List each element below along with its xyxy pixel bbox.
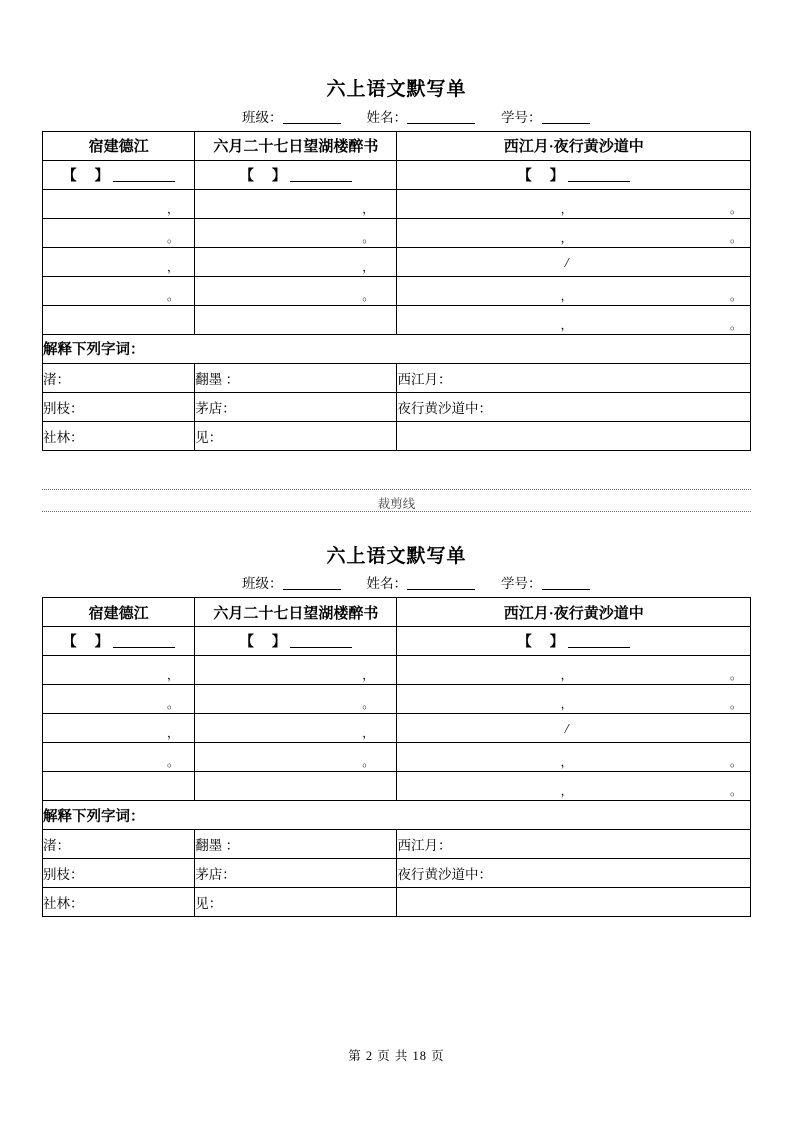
slash-mark: / bbox=[564, 722, 569, 738]
poem-title-1: 宿建德江 bbox=[43, 131, 195, 160]
vocab-cell[interactable]: 西江月： bbox=[397, 830, 751, 859]
table-row bbox=[43, 685, 751, 714]
answer-cell[interactable] bbox=[397, 276, 751, 305]
answer-cell[interactable] bbox=[397, 305, 751, 334]
punctuation-mark-end: 。 bbox=[729, 668, 742, 683]
vocab-cell-empty[interactable] bbox=[397, 888, 751, 917]
class-label-2: 班级： bbox=[242, 576, 283, 592]
worksheet-copy-2 bbox=[42, 545, 751, 918]
author-blank-2[interactable] bbox=[290, 181, 352, 182]
number-field-2 bbox=[501, 576, 590, 593]
answer-cell[interactable] bbox=[43, 189, 195, 218]
bracket-row-2 bbox=[43, 627, 751, 656]
author-blank-1[interactable] bbox=[113, 647, 175, 648]
explain-row bbox=[43, 859, 751, 888]
vocab-cell[interactable]: 别枝： bbox=[43, 859, 195, 888]
vocab-cell[interactable]: 见： bbox=[195, 888, 397, 917]
answer-cell[interactable] bbox=[397, 714, 751, 743]
punctuation-mark-end: 。 bbox=[729, 697, 742, 712]
explain-heading-2: 解释下列字词： bbox=[43, 801, 751, 830]
answer-cell[interactable] bbox=[43, 276, 195, 305]
explain-heading-row-1 bbox=[43, 334, 751, 363]
vocab-cell[interactable]: 社林： bbox=[43, 421, 195, 450]
poem-title-2: 六月二十七日望湖楼醉书 bbox=[195, 131, 397, 160]
punctuation-mark: ， bbox=[560, 317, 573, 332]
punctuation-mark-end: 。 bbox=[729, 317, 742, 332]
answer-cell[interactable] bbox=[397, 247, 751, 276]
class-input-1[interactable] bbox=[283, 123, 341, 124]
cut-line bbox=[42, 481, 751, 519]
table-header-row-1 bbox=[43, 131, 751, 160]
answer-cell[interactable] bbox=[397, 685, 751, 714]
explain-row bbox=[43, 830, 751, 859]
vocab-cell-empty[interactable] bbox=[397, 421, 751, 450]
cut-spacer-top bbox=[42, 451, 751, 481]
punctuation-mark: ， bbox=[362, 259, 375, 274]
answer-cell[interactable] bbox=[195, 685, 397, 714]
poem-title-1: 宿建德江 bbox=[43, 598, 195, 627]
bracket-row-1 bbox=[43, 160, 751, 189]
vocab-cell[interactable]: 渚： bbox=[43, 830, 195, 859]
explain-heading-row-2 bbox=[43, 801, 751, 830]
bracket-marks-3: 【 】 bbox=[517, 635, 566, 651]
table-row bbox=[43, 247, 751, 276]
poem-title-3: 西江月·夜行黄沙道中 bbox=[397, 131, 751, 160]
punctuation-mark: ， bbox=[362, 726, 375, 741]
number-label-1: 学号： bbox=[501, 109, 542, 125]
author-blank-1[interactable] bbox=[113, 181, 175, 182]
top-spacer bbox=[42, 0, 751, 78]
explain-heading-1: 解释下列字词： bbox=[43, 334, 751, 363]
vocab-cell[interactable]: 茅店： bbox=[195, 859, 397, 888]
answer-cell[interactable] bbox=[195, 218, 397, 247]
punctuation-mark: 。 bbox=[362, 288, 375, 303]
vocab-cell[interactable]: 见： bbox=[195, 421, 397, 450]
vocab-cell[interactable]: 西江月： bbox=[397, 363, 751, 392]
student-info-row-1 bbox=[42, 110, 751, 127]
author-blank-3[interactable] bbox=[568, 181, 630, 182]
table-header-row-2 bbox=[43, 598, 751, 627]
name-label-2: 姓名： bbox=[366, 576, 407, 592]
cut-line-label: 裁剪线 bbox=[377, 496, 416, 511]
name-label-1: 姓名： bbox=[366, 109, 407, 125]
vocab-cell[interactable]: 翻墨 ： bbox=[195, 830, 397, 859]
number-input-2[interactable] bbox=[542, 589, 590, 590]
explain-row bbox=[43, 421, 751, 450]
class-input-2[interactable] bbox=[283, 589, 341, 590]
punctuation-mark-end: 。 bbox=[729, 755, 742, 770]
answer-cell[interactable] bbox=[43, 743, 195, 772]
answer-cell[interactable] bbox=[397, 218, 751, 247]
answer-cell[interactable] bbox=[43, 656, 195, 685]
answer-cell[interactable] bbox=[195, 189, 397, 218]
answer-cell[interactable] bbox=[195, 656, 397, 685]
name-input-1[interactable] bbox=[407, 123, 475, 124]
vocab-cell[interactable]: 夜行黄沙道中： bbox=[397, 859, 751, 888]
cut-line-dots-top bbox=[42, 489, 751, 490]
answer-cell[interactable] bbox=[195, 743, 397, 772]
punctuation-mark: ， bbox=[560, 784, 573, 799]
dictation-table-1 bbox=[42, 131, 751, 451]
punctuation-mark-end: 。 bbox=[729, 288, 742, 303]
table-row bbox=[43, 276, 751, 305]
vocab-cell[interactable]: 茅店： bbox=[195, 392, 397, 421]
explain-row bbox=[43, 888, 751, 917]
answer-cell[interactable] bbox=[195, 247, 397, 276]
punctuation-mark: ， bbox=[362, 201, 375, 216]
author-cell-2[interactable] bbox=[195, 627, 397, 656]
table-row bbox=[43, 656, 751, 685]
bracket-marks-1: 【 】 bbox=[62, 635, 111, 651]
answer-cell[interactable] bbox=[43, 714, 195, 743]
punctuation-mark: 。 bbox=[362, 755, 375, 770]
slash-mark: / bbox=[564, 255, 569, 271]
punctuation-mark: ， bbox=[362, 668, 375, 683]
answer-cell[interactable] bbox=[397, 656, 751, 685]
author-cell-1[interactable] bbox=[43, 160, 195, 189]
table-row bbox=[43, 218, 751, 247]
vocab-cell[interactable]: 渚： bbox=[43, 363, 195, 392]
punctuation-mark: ， bbox=[167, 259, 180, 274]
page-title-2: 六上语文默写单 bbox=[326, 545, 467, 567]
author-cell-1[interactable] bbox=[43, 627, 195, 656]
bracket-marks-3: 【 】 bbox=[517, 168, 566, 184]
vocab-cell[interactable]: 翻墨 ： bbox=[195, 363, 397, 392]
table-row bbox=[43, 714, 751, 743]
cut-spacer-bottom bbox=[42, 519, 751, 545]
class-field-1 bbox=[242, 110, 341, 127]
author-cell-3[interactable] bbox=[397, 160, 751, 189]
poem-title-2: 六月二十七日望湖楼醉书 bbox=[195, 598, 397, 627]
class-field-2 bbox=[242, 576, 341, 593]
author-cell-3[interactable] bbox=[397, 627, 751, 656]
vocab-cell[interactable]: 别枝： bbox=[43, 392, 195, 421]
answer-cell[interactable] bbox=[43, 305, 195, 334]
punctuation-mark: ， bbox=[560, 755, 573, 770]
author-blank-2[interactable] bbox=[290, 647, 352, 648]
author-blank-3[interactable] bbox=[568, 647, 630, 648]
punctuation-mark: ， bbox=[560, 697, 573, 712]
explain-row bbox=[43, 363, 751, 392]
vocab-cell[interactable]: 夜行黄沙道中： bbox=[397, 392, 751, 421]
answer-cell[interactable] bbox=[43, 685, 195, 714]
number-input-1[interactable] bbox=[542, 123, 590, 124]
punctuation-mark: ， bbox=[560, 288, 573, 303]
punctuation-mark: 。 bbox=[167, 230, 180, 245]
punctuation-mark: ， bbox=[167, 668, 180, 683]
punctuation-mark: ， bbox=[560, 230, 573, 245]
bracket-marks-1: 【 】 bbox=[62, 168, 111, 184]
number-label-2: 学号： bbox=[501, 576, 542, 592]
table-row bbox=[43, 305, 751, 334]
answer-cell[interactable] bbox=[397, 743, 751, 772]
punctuation-mark: ， bbox=[560, 668, 573, 683]
answer-cell[interactable] bbox=[195, 305, 397, 334]
worksheet-copy-1 bbox=[42, 78, 751, 451]
student-info-row-2 bbox=[42, 576, 751, 593]
name-input-2[interactable] bbox=[407, 589, 475, 590]
table-row bbox=[43, 189, 751, 218]
page-title-1: 六上语文默写单 bbox=[326, 79, 467, 100]
answer-cell[interactable] bbox=[397, 772, 751, 801]
answer-cell[interactable] bbox=[195, 276, 397, 305]
punctuation-mark: 。 bbox=[167, 755, 180, 770]
punctuation-mark: ， bbox=[167, 201, 180, 216]
name-field-1 bbox=[367, 110, 476, 127]
punctuation-mark: ， bbox=[560, 201, 573, 216]
class-label-1: 班级： bbox=[242, 109, 283, 125]
table-row bbox=[43, 772, 751, 801]
number-field-1 bbox=[501, 110, 590, 127]
answer-cell[interactable] bbox=[195, 772, 397, 801]
author-cell-2[interactable] bbox=[195, 160, 397, 189]
punctuation-mark: ， bbox=[167, 726, 180, 741]
punctuation-mark: 。 bbox=[167, 288, 180, 303]
punctuation-mark: 。 bbox=[167, 697, 180, 712]
vocab-cell[interactable]: 社林： bbox=[43, 888, 195, 917]
punctuation-mark: 。 bbox=[362, 230, 375, 245]
bracket-marks-2: 【 】 bbox=[239, 168, 288, 184]
dictation-table-2 bbox=[42, 597, 751, 917]
punctuation-mark-end: 。 bbox=[729, 201, 742, 216]
punctuation-mark-end: 。 bbox=[729, 230, 742, 245]
answer-cell[interactable] bbox=[195, 714, 397, 743]
punctuation-mark-end: 。 bbox=[729, 784, 742, 799]
answer-cell[interactable] bbox=[397, 189, 751, 218]
bracket-marks-2: 【 】 bbox=[239, 635, 288, 651]
answer-cell[interactable] bbox=[43, 218, 195, 247]
answer-cell[interactable] bbox=[43, 772, 195, 801]
poem-title-3: 西江月·夜行黄沙道中 bbox=[397, 598, 751, 627]
punctuation-mark: 。 bbox=[362, 697, 375, 712]
name-field-2 bbox=[367, 576, 476, 593]
answer-cell[interactable] bbox=[43, 247, 195, 276]
table-row bbox=[43, 743, 751, 772]
page-footer: 第 2 页 共 18 页 bbox=[348, 1049, 445, 1063]
explain-row bbox=[43, 392, 751, 421]
